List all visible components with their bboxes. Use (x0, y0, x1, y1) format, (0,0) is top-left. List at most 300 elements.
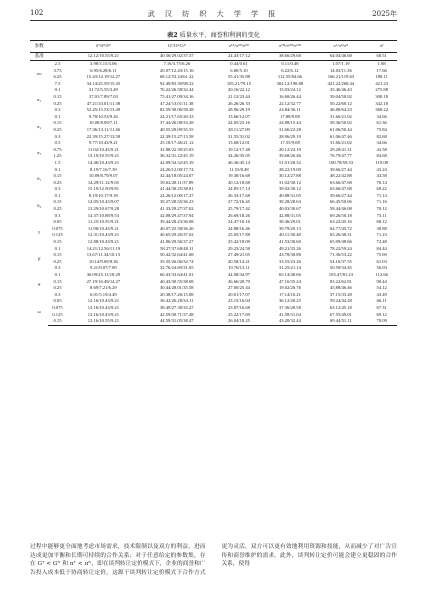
table-cell: 12.16/10.43/9.21 (87, 298, 120, 304)
table-cell: 66.45/50.06 (329, 199, 352, 205)
table-cell: 61.36 (376, 120, 387, 126)
table-row (30, 101, 397, 108)
parameter-value: 0.1 (54, 166, 61, 172)
table-cell: 63.66/47.68 (329, 186, 352, 192)
table-cell: 23.15/16.04 (227, 298, 250, 304)
table-cell: 49.21/35.26 (278, 245, 301, 251)
parameter-label: α₂ (37, 123, 42, 129)
table-cell: 24.88/15.44 (278, 120, 301, 126)
table-cell: 39.04/50.02 (329, 93, 352, 99)
table-cell: 44.08/34.97 (227, 272, 250, 277)
table-cell: 29.28/41.31 (329, 146, 352, 152)
table-cell: 21.12/23.44 (227, 93, 250, 99)
publication-year: 2025年 (372, 10, 397, 18)
table-cell: 9.78/10.53/9.26 (88, 113, 118, 119)
table-cell: 31.66/22.28 (278, 126, 301, 132)
parameter-value: 0.3 (54, 265, 61, 271)
table-cell: 76.22/26.58/32.44 (159, 87, 194, 93)
table-cell: 38.49/27.38/35.27 (159, 304, 194, 310)
table-cell: 24.47/16.16 (227, 219, 250, 225)
table-cell: 11.25/10.55/9.21 (87, 219, 119, 225)
table-cell: 188.11 (375, 74, 388, 80)
table-cell (48, 53, 66, 61)
table-row (30, 134, 397, 141)
table-cell: 14.03/11.36 (330, 67, 352, 73)
table-cell: 31.02/30.12 (278, 179, 301, 185)
table-cell: 68.12/53.24/61.22 (159, 74, 194, 80)
table-row (30, 318, 397, 325)
table-cell: 84.68 (376, 153, 387, 159)
parameter-value: 2.5 (54, 61, 61, 66)
table-cell: 40.65/29.26/37.02 (159, 232, 194, 238)
table-cell: 63.12/45.18 (329, 304, 352, 310)
parameter-value: 0.25 (53, 285, 62, 291)
table-cell: 8.19/7.16/7.39 (90, 166, 117, 172)
table-cell: 32.88/22.39/25.03 (159, 146, 194, 152)
table-cell: 42.09/34.32/45.19 (159, 159, 194, 165)
parameter-value: 3.75 (53, 67, 62, 73)
table-cell: 43.28/32.44 (264, 318, 315, 325)
parameter-label: b₁ (37, 176, 42, 182)
table-cell: 43.49 (376, 291, 387, 297)
table-cell: 58.44/46.08 (329, 206, 352, 212)
column-header: δᵀ/δᴼ/δᴺ (67, 41, 140, 53)
table-cell: 27.00/25.44 (227, 285, 250, 291)
table-cell: 20.07/12.43/15.16 (159, 67, 194, 73)
column-header: πᵀᴿ/πᴼᴿ/πᴺᴿ (213, 41, 264, 53)
table-cell: 26.26/26.33 (227, 100, 250, 106)
table-row (30, 226, 397, 233)
table-cell: 39.44/28.23/36.08 (159, 219, 194, 225)
table-cell: 12.16/10.55/9.21 (67, 318, 140, 325)
parameter-value: 0.125 (52, 232, 63, 238)
page-number: 102 (30, 9, 44, 17)
table-row (30, 74, 397, 81)
table-cell: 32.76/24.69/31.05 (159, 265, 194, 271)
table-cell: 42.59/30.71/37.48 (159, 311, 194, 317)
table-cell: 76.79/47.77 (329, 153, 352, 159)
table-cell: 1.07/1.19 (332, 61, 350, 66)
table-cell: 50.22/60.12 (329, 100, 352, 106)
table-row (30, 173, 397, 180)
parameter-value: 0.125 (52, 311, 63, 317)
table-cell: 37.36/28.58 (278, 304, 301, 310)
parameter-value: 0.3 (54, 186, 61, 192)
table-cell: 44.59/31.05/38.47 (140, 318, 213, 325)
table-cell: 54.16/37.55 (329, 258, 352, 264)
table-cell: 30.12/27.88 (278, 173, 301, 179)
table-cell: 47.24/13.01/11.38 (160, 100, 194, 106)
table-cell: 24.21/17.65/20.33 (159, 113, 194, 119)
table-row (30, 292, 397, 299)
table-cell: 22.12/32.77 (278, 100, 301, 106)
table-cell: 84.44 (376, 245, 387, 251)
table-row (30, 68, 397, 75)
table-cell: 83.22/62.81 (329, 278, 352, 284)
table-cell: 0.11/0.48 (281, 61, 299, 66)
table-cell: 12.88/10.43/9.21 (87, 239, 120, 245)
table-row (30, 87, 397, 94)
parameter-value: 1.5 (54, 159, 61, 165)
table-cell: 61.06/47.46 (329, 133, 352, 139)
table-cell: 13.19/10.55/9.21 (87, 153, 120, 159)
table-cell: 9.77/10.43/9.21 (88, 140, 118, 146)
table-cell: 24.84/36.11 (279, 107, 301, 113)
table-cell: 119.08 (375, 159, 388, 165)
table-cell: 65.14/48.66 (278, 272, 301, 277)
parameter-value: 0.15 (53, 120, 62, 126)
table-row (30, 213, 397, 220)
baseline-row (30, 53, 397, 61)
table-cell: 75.84 (376, 126, 387, 132)
table-cell: 13.66/12.07 (227, 113, 250, 119)
table-cell: 71.14 (376, 192, 387, 198)
table-cell: 43.58 (376, 146, 387, 152)
parameter-value: 0.25 (53, 100, 62, 106)
column-header: πᵀ (366, 41, 397, 53)
table-cell: 64.77/45.72 (329, 225, 352, 231)
table-cell: 70.09 (366, 318, 397, 325)
table-cell: 36.12/28.25 (278, 298, 301, 304)
table-cell: 14.29/11.12/9.65 (87, 179, 119, 185)
table-cell: 25.22/17.69 (227, 311, 250, 317)
parameter-value: 0.15 (53, 252, 62, 258)
table-cell: 24.85/17.14 (227, 186, 250, 192)
table-cell: 67.55/49.01 (329, 311, 352, 317)
table-row (30, 167, 397, 174)
table-cell: 13.29/10.67/9.28 (87, 206, 120, 212)
table-cell: 35.46/46.43 (329, 87, 352, 93)
table-body (30, 53, 397, 326)
table-cell: 103.47/81.23 (328, 272, 354, 277)
table-cell: 40.11/30.48 (279, 232, 301, 238)
table-cell: 40.88/31.05 (278, 192, 301, 198)
table-cell: 17.66 (376, 67, 387, 73)
parameter-value: 6.25 (53, 74, 62, 80)
table-cell: 40.55/29.09/35.55 (159, 126, 194, 132)
table-cell: 69.22 (376, 186, 387, 192)
table-cell: 68.51 (366, 53, 397, 61)
table-cell: 28.96/29.19 (227, 107, 250, 113)
table-cell: 20.38/17.26/15.08 (159, 291, 194, 297)
table-cell: 6.01/5.19/4.49 (90, 291, 117, 297)
table-cell: 421.22/268.44 (327, 80, 355, 86)
table-cell: 26.33/17.68 (227, 192, 250, 198)
parameter-label: σₘ (36, 70, 42, 76)
table-cell: 27.49/21.05 (227, 252, 250, 258)
table-cell: 78.22/59.24 (329, 245, 352, 251)
parameter-value: 0.25 (53, 179, 62, 185)
table-cell: 12.16/10.43/9.21 (87, 304, 120, 310)
table-cell: 19.02/20.76 (278, 285, 301, 291)
table-row (30, 239, 397, 246)
table-cell: 58.27/37.68/48.11 (160, 245, 194, 251)
parameter-value: 0.1 (54, 272, 61, 277)
table-cell: 61.03 (376, 258, 387, 264)
table-cell: 46.88/64.23 (329, 107, 352, 113)
table-cell: 34.66 (376, 140, 387, 146)
table-cell: 35.35/26.06/32.74 (159, 258, 194, 264)
table-cell: 43.24 (376, 166, 387, 172)
table-cell: 368.22 (375, 107, 388, 113)
table-cell: 12.16/10.43/9.21 (87, 311, 120, 317)
table-cell: 32.44/18.05/24.07 (159, 173, 194, 179)
table-cell: 71.36/53.22 (329, 252, 352, 258)
column-header: Gᵀ/Gᴼ/Gᴺ (140, 41, 213, 53)
parameter-value: 0.75 (53, 146, 62, 152)
table-row (30, 114, 397, 121)
table-header-row (30, 41, 397, 53)
table-cell: 26.04/18.25 (213, 318, 264, 325)
table-cell: 20.58/14.21 (227, 258, 250, 264)
baseline-label: 基准 (30, 53, 48, 61)
table-row (30, 285, 397, 292)
table-row (30, 186, 397, 193)
table-cell: 38.66/29.68 (264, 53, 315, 61)
table-cell: 36.32/31.22/45.19 (159, 153, 194, 159)
table-cell: 41.58/31.04 (278, 311, 301, 317)
table-cell: 3.98/3.15/3.06 (90, 61, 117, 66)
table-row (30, 259, 397, 266)
table-cell: 70.14 (376, 179, 387, 185)
table-cell: 10.89/8.79/9.07 (88, 173, 118, 179)
table-cell: 16.68/26.44 (278, 93, 301, 99)
table-row (30, 219, 397, 226)
table-cell: 22.39/15.27/13.58 (159, 133, 194, 139)
table-cell: 20.12/18.68 (227, 179, 250, 185)
table-cell: 10.08/8.09/7.11 (88, 120, 118, 126)
table-cell: 37.44/26.08/33.28 (159, 120, 194, 126)
table-cell: 105.21/79.15 (226, 80, 252, 86)
parameter-label: α₃ (37, 150, 42, 156)
table-cell: 41.44/30.25/38.81 (159, 186, 194, 192)
table-cell: 6.22/6.12 (281, 67, 299, 73)
table-cell: 25.18/17.46/21.12 (159, 140, 194, 146)
parameter-value: 0.075 (52, 304, 63, 310)
parameter-value: 0.25 (53, 258, 62, 264)
body-text (30, 543, 397, 593)
parameter-value: 0.3 (54, 107, 61, 113)
parameter-value: 0.15 (48, 318, 66, 325)
results-table (30, 40, 397, 326)
table-cell: 1.88 (377, 61, 386, 66)
table-cell: 12.05/10.43/9.07 (87, 199, 120, 205)
table-cell: 421.23 (375, 80, 388, 86)
table-cell: 65.99/48.66 (329, 239, 352, 245)
table-cell: 41.53/30.60 (278, 239, 301, 245)
table-cell: 300.18 (375, 93, 388, 99)
table-cell: 17.14/16.21 (278, 291, 301, 297)
table-cell: 75.41/27.09/34.16 (159, 93, 194, 99)
table-cell: 31.25/21.14 (278, 265, 301, 271)
table-cell: 20.16/22.12 (227, 87, 250, 93)
parameter-value: 0.15 (53, 278, 62, 284)
table-cell: 72.48 (376, 239, 387, 245)
table-cell: 59.24/44.28 (329, 298, 352, 304)
table-cell: 28.11/27.09 (228, 126, 250, 132)
table-row (30, 252, 397, 259)
table-cell: 14.46/10.43/9.21 (87, 159, 120, 165)
table-row (30, 147, 397, 154)
table-cell: 50.59/34.45 (329, 265, 352, 271)
parameter-value: 0.15 (53, 199, 62, 205)
parameter-value: 0.05 (53, 298, 62, 304)
parameter-label: α₁ (37, 97, 42, 103)
table-cell: 34.26/35.05 (227, 153, 250, 159)
table-cell: 36.66/28.79 (227, 278, 250, 284)
header-rule (30, 20, 397, 21)
parameter-value: 0.5 (54, 140, 61, 146)
table-cell: 31.66/21.02 (329, 113, 352, 119)
table-cell: 61.06/50.44 (329, 126, 352, 132)
table-row (30, 180, 397, 187)
table-cell: 29.23/24.58 (227, 245, 250, 251)
table-cell: 38.46/29.01 (278, 219, 301, 225)
table-cell: 39.62/28.11/37.89 (160, 179, 194, 185)
table-cell: 24.05/23.16 (227, 120, 250, 126)
table-cell: 15.03/24.12 (278, 87, 301, 93)
parameter-label: ω (37, 308, 41, 314)
table-cell: 302.12/198.88 (276, 80, 304, 86)
table-cell: 65.26/48.31 (329, 232, 352, 238)
table-cell: 43.58 (376, 173, 387, 179)
parameter-value: 0.05 (53, 219, 62, 225)
table-cell: 73.11 (376, 212, 387, 218)
parameter-value: 0.1 (54, 245, 61, 251)
table-caption-label: 表2 (167, 32, 178, 39)
table-cell: 24.43/17.12 (213, 53, 264, 61)
parameter-value: 0.1 (54, 113, 61, 119)
journal-title: 武 汉 纺 织 大 学 学 报 (147, 10, 280, 18)
parameter-value: 0.25 (53, 206, 62, 212)
table-cell: 45.88/46.46 (329, 285, 352, 291)
table-cell: 39.02/30.12 (278, 186, 301, 192)
table-cell: 0.44/0.61 (230, 61, 248, 66)
table-cell: 46.36/45.14 (227, 159, 250, 165)
table-cell: 6.95/6.28/6.11 (90, 67, 117, 73)
table-cell: 82.59/30.06/58.28 (159, 107, 194, 113)
parameter-label: γ (38, 229, 41, 235)
table-cell: 69.26/50.18 (329, 212, 352, 218)
table-row (30, 140, 397, 147)
table-cell: 12.31/10.43/9.21 (87, 232, 120, 238)
table-cell: 39.68/26.46 (278, 153, 301, 159)
table-cell: 19.12/17.48 (227, 146, 250, 152)
parameter-value: 0.15 (53, 173, 62, 179)
table-cell: 42.08/29.47/37.94 (159, 212, 194, 218)
table-cell: 31.66/21.02 (329, 140, 352, 146)
table-cell: 68.12 (376, 219, 387, 225)
parameter-value: 0.25 (53, 126, 62, 132)
table-cell: 40.03/30.67 (278, 206, 301, 212)
table-cell: 39.66/27.44 (329, 166, 352, 172)
table-cell: 15.19/12.50/9.81 (87, 186, 120, 192)
table-cell: 40.43/30.55/38.08 (159, 278, 194, 284)
table-cell: 17.36/13.11/11.46 (86, 126, 120, 132)
table-cell: 31.55/31.02 (227, 133, 250, 139)
table-cell: 9.21/9.07/7.89 (90, 265, 117, 271)
body-paragraph: 本低于协商转让定价，这源于谈判转让定价模式下合作方式更为灵活，双方可以更有效地利用资源和技能，从而减少了对广告宣传和商誉维护的需求。此外，谈判转让定价可能会建立更稳固的合作关系，使得 (53, 544, 397, 576)
table-cell: 47.21/33.01/11.38 (86, 100, 121, 106)
table-cell: 33.55/23.26 (278, 258, 301, 264)
table-cell: 17.55/9.08 (280, 140, 300, 146)
table-cell: 100.78/59.33 (328, 159, 354, 165)
table-cell: 39.28/28.63 (278, 199, 301, 205)
table-cell: 47.16/35.24 (278, 278, 301, 284)
table-cell: 11.55/8.48 (229, 166, 249, 172)
table-cell: 39.36/50.02 (329, 120, 352, 126)
table-cell: 52.45/15.53/13.49 (86, 107, 121, 113)
table-cell: 342.18 (375, 100, 388, 106)
table-cell: 27.19/16.49/14.27 (86, 278, 121, 284)
table-cell: 17.88/9.08 (280, 113, 300, 119)
table-cell: 71.23 (376, 232, 387, 238)
table-cell: 26.69/18.26 (227, 212, 250, 218)
table-cell: 90.44 (376, 278, 387, 284)
column-header (48, 41, 66, 53)
table-cell: 75.69 (376, 252, 387, 258)
table-cell: 13.67/11.34/10.13 (86, 252, 121, 258)
parameter-label: b₂ (37, 202, 42, 208)
parameter-label: β (38, 255, 41, 261)
table-row (30, 107, 397, 114)
table-cell: 70.12 (376, 206, 387, 212)
table-cell: 24.26/12.00/17.74 (159, 166, 194, 172)
table-cell: 13.68/12.01 (227, 140, 250, 146)
table-cell: 36.09/25.11/18.29 (86, 272, 121, 277)
table-row (30, 246, 397, 253)
table-cell: 37.15/33.28 (329, 291, 352, 297)
parameter-label: θ (38, 281, 41, 287)
table-row (30, 265, 397, 272)
table-row (30, 312, 397, 319)
table-cell: 41.06/29.56/37.27 (159, 239, 194, 245)
table-cell: 51.01/28.32 (278, 159, 301, 165)
table-cell: 36.42/26.28/34.11 (160, 298, 194, 304)
table-row (30, 206, 397, 213)
parameter-value: 0.1 (54, 87, 61, 93)
table-cell: 10.14/9.69/8.36 (88, 258, 118, 264)
table-cell: 20.12/23.19 (278, 146, 301, 152)
table-row (30, 160, 397, 167)
table-cell: 69.12 (376, 311, 387, 317)
table-row (30, 279, 397, 286)
table-row (30, 94, 397, 101)
table-cell: 37.01/7.89/7.03 (88, 93, 118, 99)
table-cell: 15.43/14.19/12.27 (86, 74, 121, 80)
table-cell: 63.22/45.16 (329, 219, 352, 225)
table-cell: 50.42/32.64/41.68 (159, 252, 194, 258)
table-cell: 67.31 (376, 304, 387, 310)
table-cell: 166.21/119.63 (327, 74, 355, 80)
table-cell: 19.76/13.11 (228, 265, 250, 271)
table-cell: 63.66/47.68 (329, 179, 352, 185)
table-cell: 31.72/5.55/3.49 (88, 87, 118, 93)
table-cell: 42.88/31.05 (278, 212, 301, 218)
column-header: 参数 (30, 41, 48, 53)
table-caption-text: 质量水平、商誉和利润的变化 (179, 32, 260, 39)
table-cell: 6.80/5.10 (230, 67, 248, 73)
table-row (30, 61, 397, 68)
column-header: πᵀ/πᴼ/πᴺ (315, 41, 366, 53)
table-cell: 28.22/19.00 (278, 166, 301, 172)
table-cell: 60.43/33.64/41.01 (159, 272, 194, 277)
table-cell: 7.16/3.75/6.26 (163, 61, 191, 66)
table-cell: 40.56/29.02/37.37 (140, 53, 213, 61)
table-cell: 25.42/18.09 (227, 239, 250, 245)
table-cell: 71.16 (376, 199, 387, 205)
table-row (30, 305, 397, 312)
